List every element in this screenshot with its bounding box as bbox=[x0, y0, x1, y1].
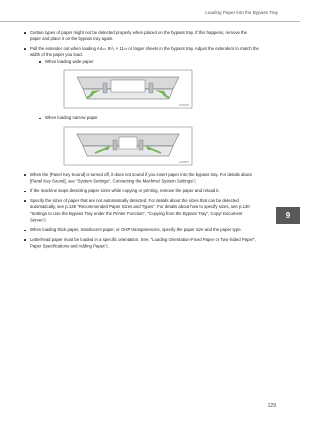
note-item: Pull the extender out when loading A4▱, 8¹/₂ × 11▱ or larger sheets in the bypass tray. Adjust the extenders to match the width of the paper you load. When loading wide paper CGH178 When loading narrow paper CGH179 bbox=[23, 46, 259, 166]
note-item: When the [Panel Key Sound] is turned off, it does not sound if you insert paper into the bypass tray. For details about [Panel Key Sound], see "System Settings", Connecting the Machine/ System Settings◫. bbox=[23, 172, 259, 185]
notes-list bbox=[23, 30, 259, 250]
reference-book-icon: ◫ bbox=[42, 218, 47, 223]
page-number: 129 bbox=[267, 403, 276, 409]
running-header-title: Loading Paper into the Bypass Tray bbox=[205, 10, 278, 15]
sub-item-wide-paper: When loading wide paper bbox=[30, 59, 259, 65]
note-item: Certain types of paper might not be detected properly when placed on the bypass tray. If this happens, remove the paper and place it on the bypass tray again. bbox=[23, 30, 259, 43]
figure-code: CGH178 bbox=[179, 104, 189, 108]
note-item: When loading thick paper, translucent paper, or OHP transparencies, specify the paper size and the paper type. bbox=[23, 227, 259, 233]
header-rule bbox=[0, 21, 300, 22]
note-item: Letterhead paper must be loaded in a specific orientation. See, "Loading Orientation-Fixed Paper or Two-Sided Paper", Paper Specifications and Adding Paper◫. bbox=[23, 237, 259, 250]
note-item: Specify the sizes of paper that are not automatically detected. For details about the sizes that can be detected automatically, see p.135 "Recommended Paper Sizes and Types". For details about how to specify sizes, see p.130 "Settings to Use the Bypass Tray under the Printer Function", "Copying from the Bypass Tray", Copy/ Document Server◫. bbox=[23, 198, 259, 224]
reference-book-icon: ◫ bbox=[104, 244, 108, 249]
sub-list bbox=[30, 59, 259, 65]
sub-list bbox=[30, 115, 259, 121]
narrow-paper-illustration bbox=[63, 126, 193, 166]
wide-paper-illustration bbox=[63, 69, 193, 109]
chapter-tab: 9 bbox=[276, 207, 300, 224]
figure-code: CGH179 bbox=[179, 160, 189, 164]
page-content bbox=[23, 30, 259, 253]
note-item: If the machine stops detecting paper sizes while copying or printing, remove the paper and reload it. bbox=[23, 188, 259, 194]
sub-item-narrow-paper: When loading narrow paper bbox=[30, 115, 259, 121]
reference-book-icon: ◫ bbox=[192, 179, 196, 184]
